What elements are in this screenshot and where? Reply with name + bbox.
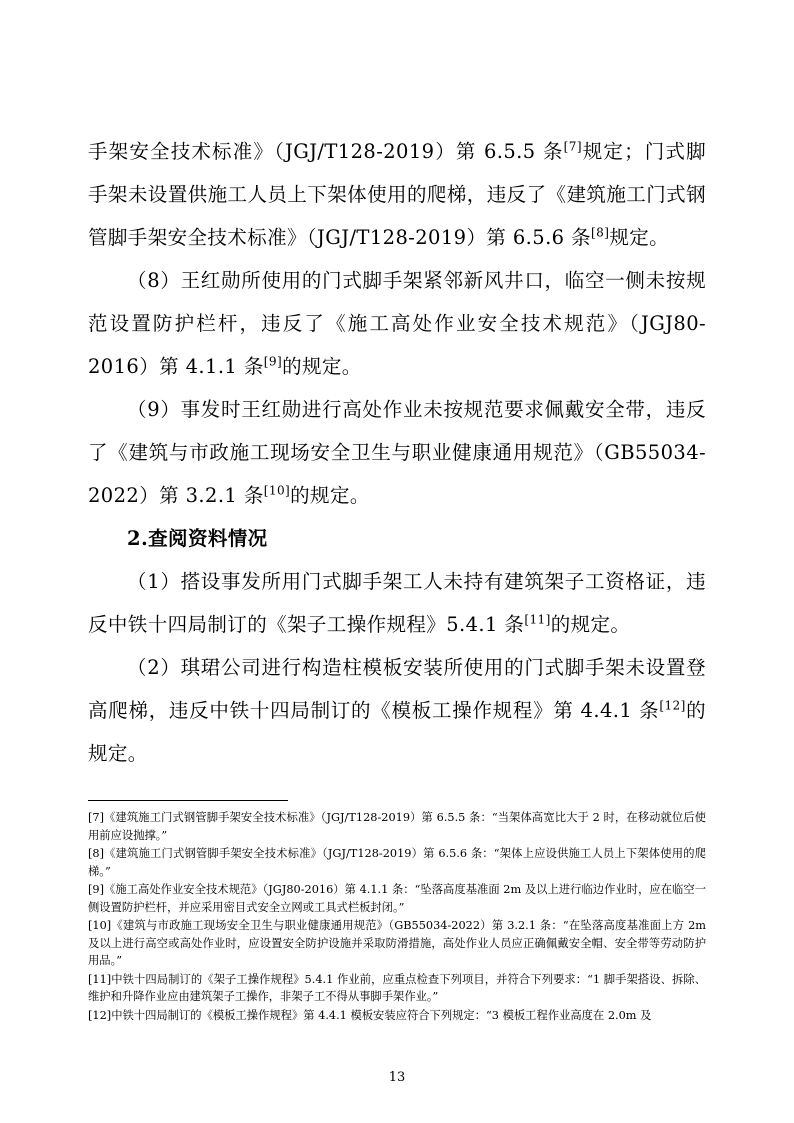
footnote-10: [10]《建筑与市政施工现场安全卫生与职业健康通用规范》（GB55034-2022）第 3.2.1 条：“在坠落高度基准面上方 2m 及以上进行高空或高处作业时，应设置安全防护设施并采取防滑措施，高处作业人员应正确佩戴安全帽、安全带等劳动防护用品。” bbox=[88, 919, 706, 967]
footnote-7: [7]《建筑施工门式钢管脚手架安全技术标准》（JGJ/T128-2019）第 6.5.5 条：“当架体高宽比大于 2 时，在移动就位后使用前应设抛撑。” bbox=[88, 811, 706, 842]
paragraph-continued: 手架安全技术标准》（JGJ/T128-2019）第 6.5.5 条[7]规定；门式脚手架未设置供施工人员上下架体使用的爬梯，违反了《建筑施工门式钢管脚手架安全技术标准》（JGJ/T128-2019）第 6.5.6 条[8]规定。 bbox=[88, 139, 706, 249]
footnote-separator-rule bbox=[88, 800, 288, 801]
footnote-9: [9]《施工高处作业安全技术规范》（JGJ80-2016）第 4.1.1 条：“坠落高度基准面 2m 及以上进行临边作业时，应在临空一侧设置防护栏杆，并应采用密目式安全立网或工具式栏板封闭。” bbox=[88, 883, 706, 914]
footnote-list bbox=[88, 809, 706, 1024]
paragraph-item-8: （8）王红勋所使用的门式脚手架紧邻新风井口，临空一侧未按规范设置防护栏杆，违反了《施工高处作业安全技术规范》（JGJ80-2016）第 4.1.1 条[9]的规定。 bbox=[88, 269, 706, 378]
footnote-8: [8]《建筑施工门式钢管脚手架安全技术标准》（JGJ/T128-2019）第 6.5.6 条：“架体上应设供施工人员上下架体使用的爬梯。” bbox=[88, 847, 706, 878]
section-heading: 2.查阅资料情况 bbox=[127, 527, 268, 550]
paragraph-review-2: （2）琪珺公司进行构造柱模板安装所使用的门式脚手架未设置登高爬梯，违反中铁十四局制订的《模板工操作规程》第 4.4.1 条[12]的规定。 bbox=[88, 656, 706, 765]
footnote-area bbox=[88, 800, 706, 1025]
paragraph-item-9: （9）事发时王红勋进行高处作业未按规范要求佩戴安全带，违反了《建筑与市政施工现场安全卫生与职业健康通用规范》（GB55034-2022）第 3.2.1 条[10]的规定。 bbox=[88, 398, 706, 507]
paragraph-review-1: （1）搭设事发所用门式脚手架工人未持有建筑架子工资格证，违反中铁十四局制订的《架子工操作规程》5.4.1 条[11]的规定。 bbox=[88, 570, 706, 636]
page-number: 13 bbox=[388, 1070, 406, 1085]
footnote-11: [11]中铁十四局制订的《架子工操作规程》5.4.1 作业前，应重点检查下列项目，并符合下列要求：“1 脚手架搭设、拆除、维护和升降作业应由建筑架子工操作，非架子工不得从事脚手架作业。” bbox=[88, 972, 706, 1003]
document-body bbox=[88, 130, 706, 775]
footnote-12: [12]中铁十四局制订的《模板工操作规程》第 4.4.1 模板安装应符合下列规定：“3 模板工程作业高度在 2.0m 及 bbox=[88, 1008, 652, 1022]
